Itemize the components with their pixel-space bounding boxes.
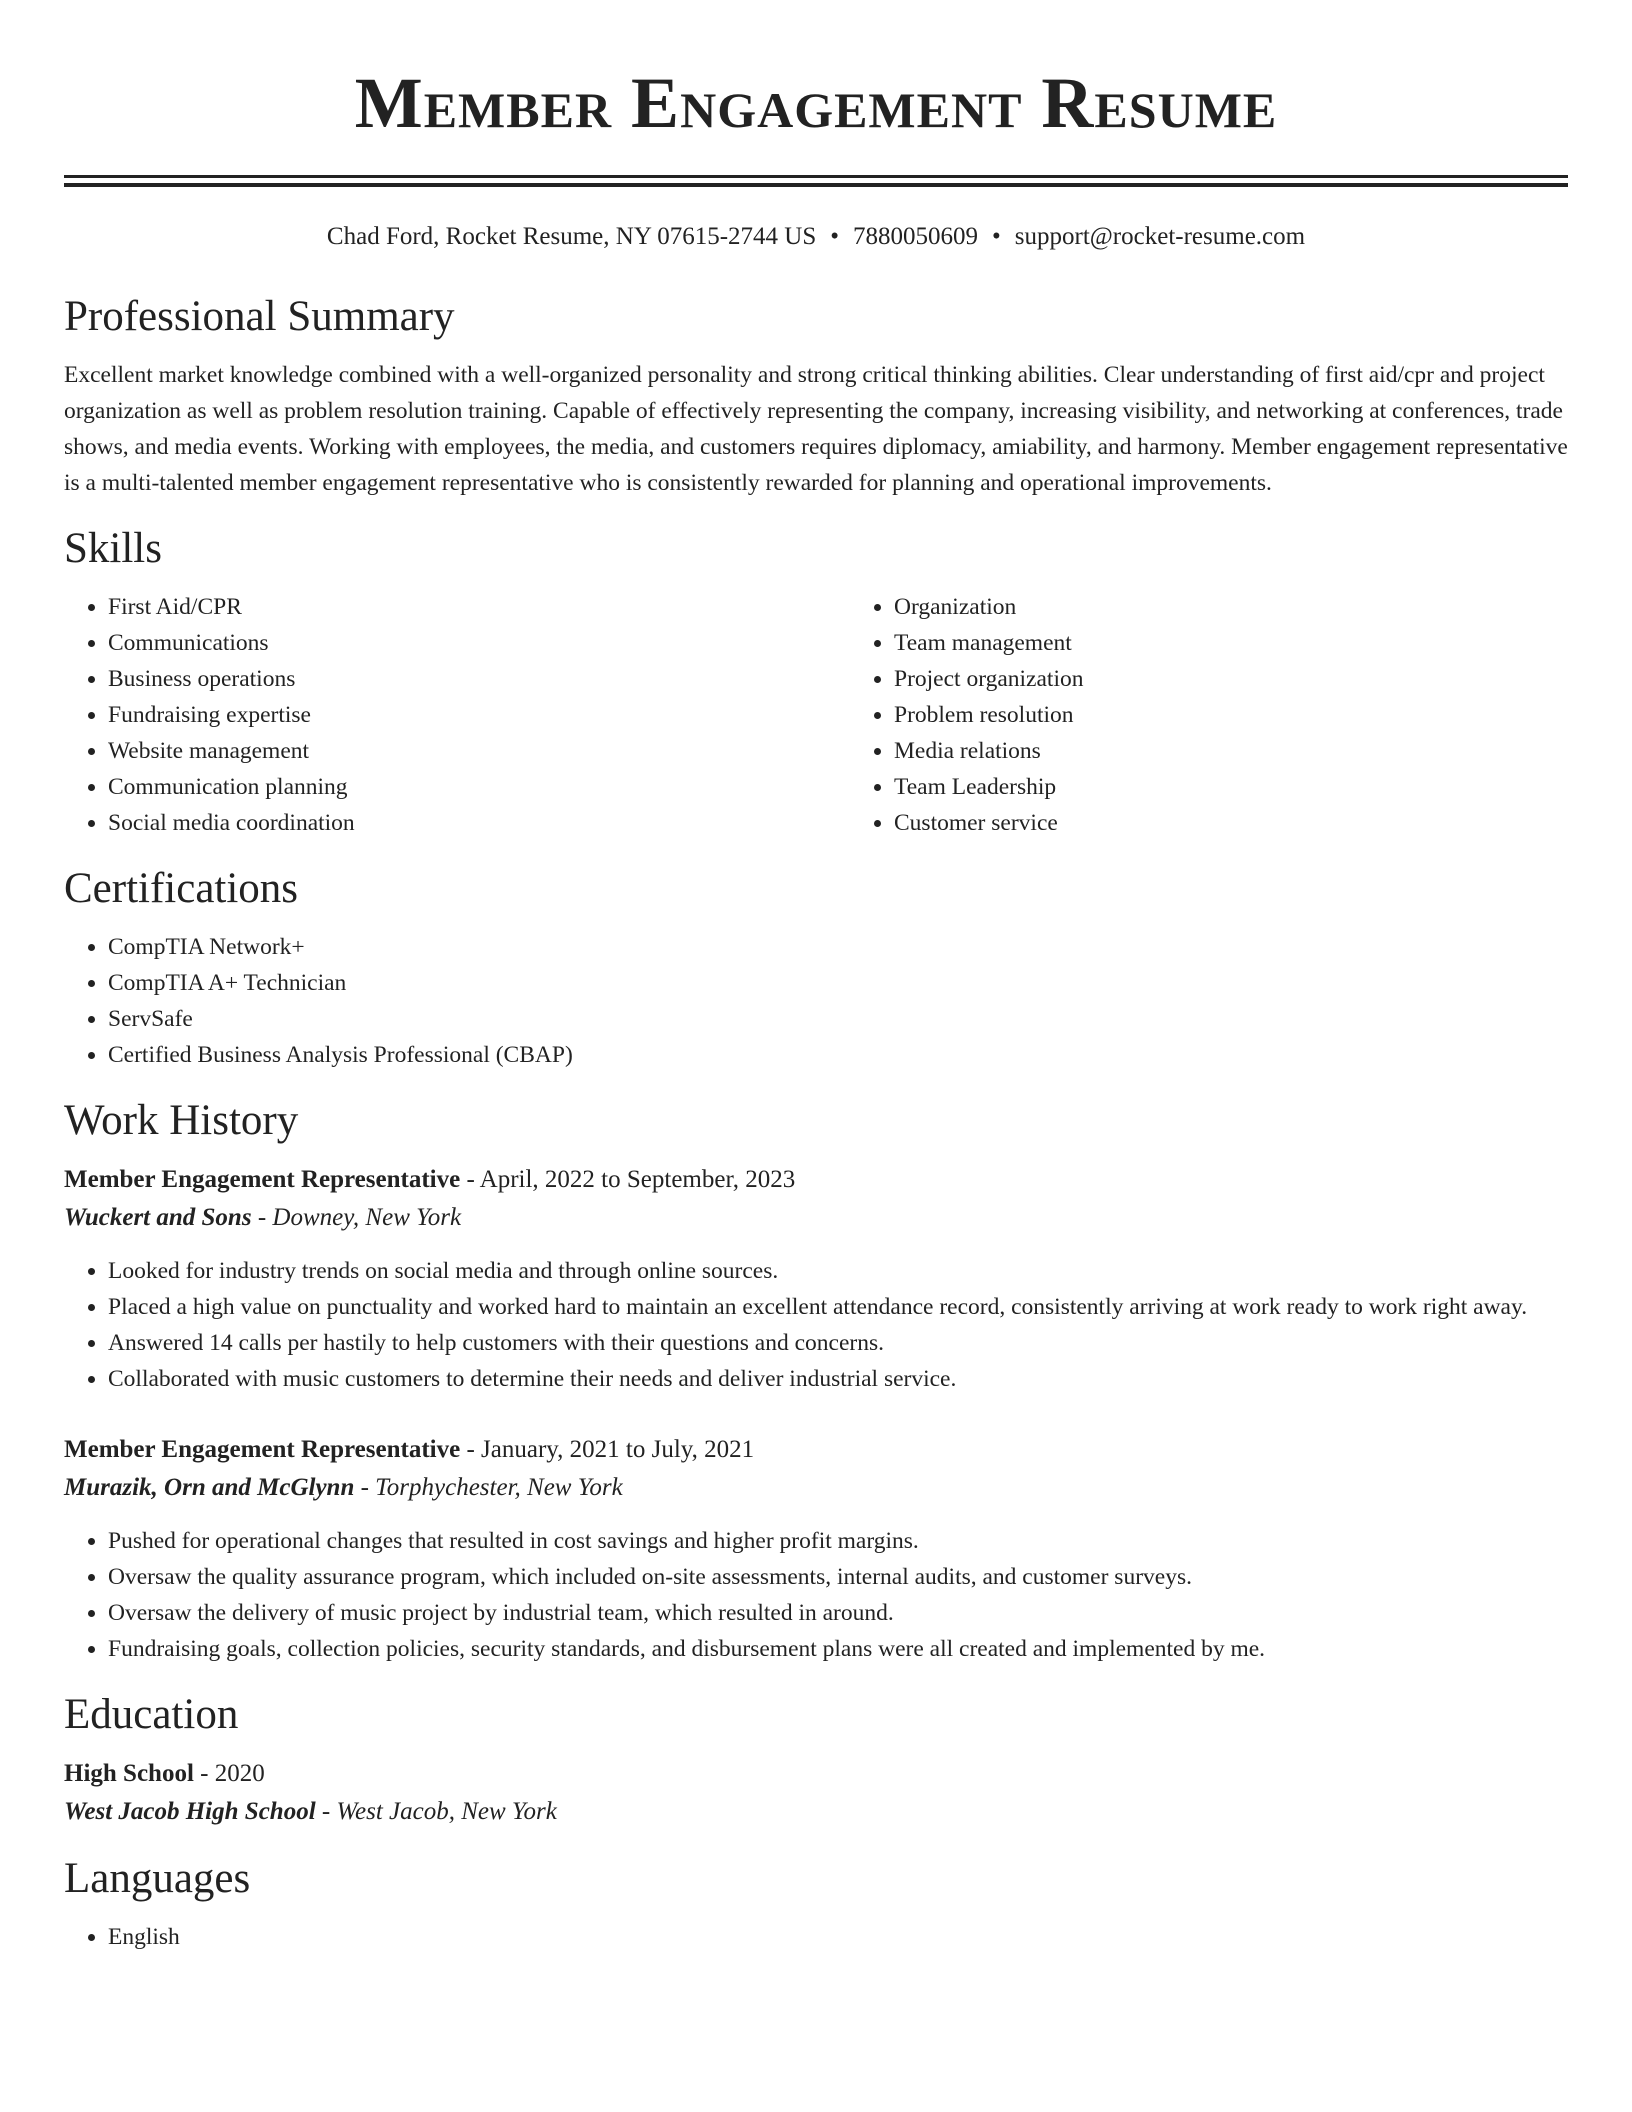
certification-item: • CompTIA Network+ bbox=[108, 929, 1568, 965]
title-divider-bottom bbox=[64, 183, 1568, 187]
summary-heading: Professional Summary bbox=[64, 293, 455, 340]
contact-line bbox=[64, 221, 1568, 253]
job-bullet: • Pushed for operational changes that resulted in cost savings and higher profit margins. bbox=[108, 1523, 1568, 1559]
job-bullets bbox=[64, 1523, 1568, 1667]
job-dates: - January, 2021 to July, 2021 bbox=[460, 1436, 755, 1463]
title-divider-top bbox=[64, 175, 1568, 178]
job-location: - Downey, New York bbox=[251, 1204, 462, 1231]
job-title: Member Engagement Representative bbox=[64, 1436, 461, 1463]
education-school: West Jacob High School bbox=[64, 1798, 316, 1825]
job-bullet: • Oversaw the delivery of music project by industrial team, which resulted in around. bbox=[108, 1595, 1568, 1631]
skills-list bbox=[64, 589, 1568, 841]
summary-text: Excellent market knowledge combined with a well-organized personality and strong critical thinking abilities. Clear understanding of first aid/cpr and project organization as well as problem resolution training. Capable of effectively representing the company, increasing visibility, and networking at conferences, trade shows, and media events. Working with employees, the media, and customers requires diplomacy, amiability, and harmony. Member engagement representative is a multi-talented member engagement representative who is consistently rewarded for planning and operational improvements. bbox=[64, 362, 1568, 496]
language-item: • English bbox=[108, 1919, 1568, 1955]
contact-separator: • bbox=[992, 223, 1001, 250]
certifications-heading: Certifications bbox=[64, 865, 299, 912]
certification-item: • ServSafe bbox=[108, 1001, 1568, 1037]
skill-item: • Customer service bbox=[894, 805, 1568, 841]
contact-phone: 7880050609 bbox=[853, 223, 979, 250]
job-company-line bbox=[64, 1199, 1568, 1237]
work-history-heading: Work History bbox=[64, 1097, 299, 1144]
skill-item: • Problem resolution bbox=[894, 697, 1568, 733]
languages-list bbox=[64, 1919, 1568, 1955]
skills-column-left bbox=[64, 589, 850, 841]
skill-item: • Fundraising expertise bbox=[108, 697, 850, 733]
job-location: - Torphychester, New York bbox=[354, 1474, 623, 1501]
skill-item: • Team management bbox=[894, 625, 1568, 661]
education-entry bbox=[64, 1755, 1568, 1831]
skill-item: • First Aid/CPR bbox=[108, 589, 850, 625]
education-heading: Education bbox=[64, 1691, 239, 1738]
job-bullet: • Oversaw the quality assurance program, which included on-site assessments, internal audits, and customer surveys. bbox=[108, 1559, 1568, 1595]
resume-title: Member Engagement Resume bbox=[354, 63, 1278, 143]
job-dates: - April, 2022 to September, 2023 bbox=[460, 1166, 796, 1193]
certification-item: • CompTIA A+ Technician bbox=[108, 965, 1568, 1001]
skills-column-right bbox=[850, 589, 1568, 841]
skill-item: • Team Leadership bbox=[894, 769, 1568, 805]
education-degree: High School bbox=[64, 1760, 194, 1787]
job-entry bbox=[64, 1161, 1568, 1397]
contact-email: support@rocket-resume.com bbox=[1014, 223, 1306, 250]
job-company: Wuckert and Sons bbox=[64, 1204, 252, 1231]
job-company-line bbox=[64, 1469, 1568, 1507]
job-bullets bbox=[64, 1253, 1568, 1397]
education-year: - 2020 bbox=[193, 1760, 265, 1787]
contact-separator: • bbox=[830, 223, 840, 250]
contact-address: Chad Ford, Rocket Resume, NY 07615-2744 US bbox=[326, 223, 817, 250]
job-title: Member Engagement Representative bbox=[64, 1166, 461, 1193]
job-bullet: • Placed a high value on punctuality and worked hard to maintain an excellent attendance record, consistently arriving at work ready to work right away. bbox=[108, 1289, 1568, 1325]
certification-item: • Certified Business Analysis Professional (CBAP) bbox=[108, 1037, 1568, 1073]
job-company: Murazik, Orn and McGlynn bbox=[64, 1474, 355, 1501]
skill-item: • Media relations bbox=[894, 733, 1568, 769]
skill-item: • Organization bbox=[894, 589, 1568, 625]
education-location: - West Jacob, New York bbox=[315, 1798, 557, 1825]
job-entry bbox=[64, 1431, 1568, 1667]
job-bullet: • Collaborated with music customers to determine their needs and deliver industrial service. bbox=[108, 1361, 1568, 1397]
skill-item: • Communications bbox=[108, 625, 850, 661]
skills-heading: Skills bbox=[64, 525, 162, 572]
job-title-line bbox=[64, 1431, 1568, 1469]
certifications-list bbox=[64, 929, 1568, 1073]
job-bullet: • Looked for industry trends on social media and through online sources. bbox=[108, 1253, 1568, 1289]
job-bullet: • Fundraising goals, collection policies, security standards, and disbursement plans were all created and implemented by me. bbox=[108, 1631, 1568, 1667]
languages-heading: Languages bbox=[64, 1855, 251, 1902]
skill-item: • Communication planning bbox=[108, 769, 850, 805]
education-degree-line bbox=[64, 1755, 1568, 1793]
skill-item: • Website management bbox=[108, 733, 850, 769]
skill-item: • Project organization bbox=[894, 661, 1568, 697]
skill-item: • Business operations bbox=[108, 661, 850, 697]
job-bullet: • Answered 14 calls per hastily to help customers with their questions and concerns. bbox=[108, 1325, 1568, 1361]
skill-item: • Social media coordination bbox=[108, 805, 850, 841]
education-school-line bbox=[64, 1793, 1568, 1831]
job-title-line bbox=[64, 1161, 1568, 1199]
